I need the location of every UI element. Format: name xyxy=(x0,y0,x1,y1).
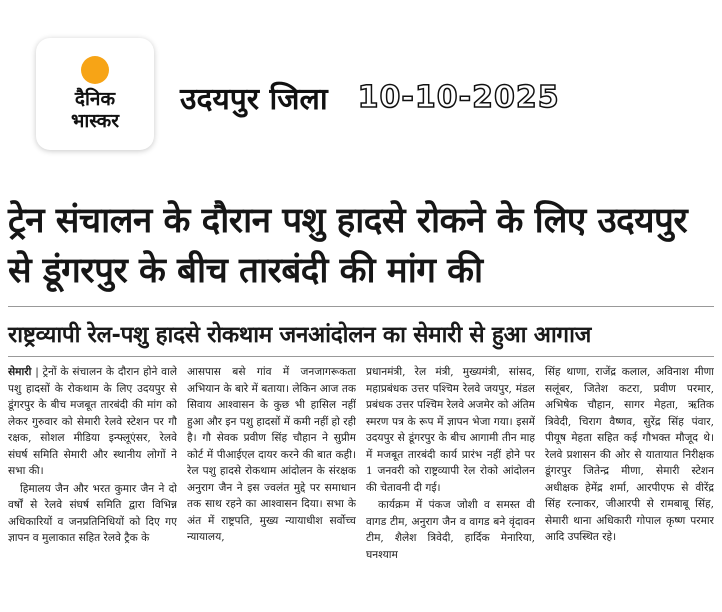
article-column-3 xyxy=(366,364,535,612)
paragraph xyxy=(8,364,177,480)
paragraph: प्रधानमंत्री, रेल मंत्री, मुख्यमंत्री, सांसद, महाप्रबंधक उत्तर पश्चिम रेलवे जयपुर, मंडल प्रबंधक उत्तर पश्चिम रेलवे अजमेर को अंतिम स्मरण पत्र के रूप में ज्ञापन भेजा गया। इसमें उदयपुर से डूंगरपुर के बीच आगामी तीन माह में मजबूत तारबंदी कार्य प्रारंभ नहीं होने पर 1 जनवरी को राष्ट्रव्यापी रेल रोको आंदोलन की चेतावनी दी गई। xyxy=(366,366,535,494)
article-column-4 xyxy=(545,364,714,612)
article-headline: ट्रेन संचालन के दौरान पशु हादसे रोकने के लिए उदयपुर से डूंगरपुर के बीच तारबंदी की मांग की xyxy=(8,201,688,291)
sun-icon xyxy=(81,56,109,84)
logo-line1: दैनिक xyxy=(74,88,116,110)
article-column-2 xyxy=(187,364,356,612)
paragraph: सिंह थाणा, राजेंद्र कलाल, अविनाश मीणा सलूंबर, जितेश कटरा, प्रवीण परमार, अभिषेक चौहान, सागर मेहता, ऋतिक त्रिवेदी, चिराग वैष्णव, सुरेंद्र सिंह पंवार, पीयूष मेहता सहित कई गौभक्त मौजूद थे। रेलवे प्रशासन की ओर से यातायात निरीक्षक डूंगरपुर जितेन्द्र मीणा, सेमारी स्टेशन अधीक्षक हेमेंद्र शर्मा, आरपीएफ से वीरेंद्र सिंह रत्नाकर, जीआरपी से रामबाबू सिंह, सेमारी थाना अधिकारी गोपाल कृष्ण परमार आदि उपस्थित रहे। xyxy=(545,366,714,543)
divider xyxy=(8,306,714,307)
article-body xyxy=(8,364,714,612)
edition-date: 10-10-2025 xyxy=(357,79,560,115)
article-column-1 xyxy=(8,364,177,612)
paragraph-text: | ट्रेनों के संचालन के दौरान होने वाले पशु हादसों के रोकथाम के लिए उदयपुर से डूंगरपुर के बीच मजबूत तारबंदी की मांग को लेकर गुरुवार को सेमारी रेलवे स्टेशन पर गौ रक्षक, सोशल मीडिया इन्फ्लूएंसर, रेलवे संघर्ष समिति सेमारी और स्थानीय लोगों ने सभा की। xyxy=(8,366,177,477)
district-label: उदयपुर जिला xyxy=(180,81,328,117)
paragraph: कार्यक्रम में पंकज जोशी व समस्त वी वागड टीम, अनुराग जैन व वागड बने वृंदावन टीम, शैलेश त्रिवेदी, हार्दिक मेनारिया, घनश्याम xyxy=(366,499,535,561)
dateline: सेमारी xyxy=(8,366,32,378)
paragraph: हिमालय जैन और भरत कुमार जैन ने दो वर्षों से रेलवे संघर्ष समिति द्वारा विभिन्न अधिकारियों व जनप्रतिनिधियों को दिए गए ज्ञापन व मुलाकात सहित रेलवे ट्रैक के xyxy=(8,482,177,544)
logo-line2: भास्कर xyxy=(70,110,120,132)
newspaper-logo xyxy=(36,38,154,150)
divider xyxy=(8,356,714,357)
page-header xyxy=(180,72,560,122)
article-subheadline: राष्ट्रव्यापी रेल-पशु हादसे रोकथाम जनआंदोलन का सेमारी से हुआ आगाज xyxy=(8,322,591,348)
paragraph: आसपास बसे गांव में जनजागरूकता अभियान के बारे में बताया। लेकिन आज तक सिवाय आश्वासन के कुछ भी हासिल नहीं हुआ और इन पशु हादसों में कमी नहीं हो रही है। गौ सेवक प्रवीण सिंह चौहान ने सुप्रीम कोर्ट में पीआईएल दायर करने की बात कही। रेल पशु हादसे रोकथाम आंदोलन के संरक्षक अनुराग जैन ने इस ज्वलंत मुद्दे पर समाधान तक साथ रहने का आश्वासन दिया। सभा के अंत में राष्ट्रपति, मुख्य न्यायाधीश सर्वोच्च न्यायालय, xyxy=(187,366,356,543)
